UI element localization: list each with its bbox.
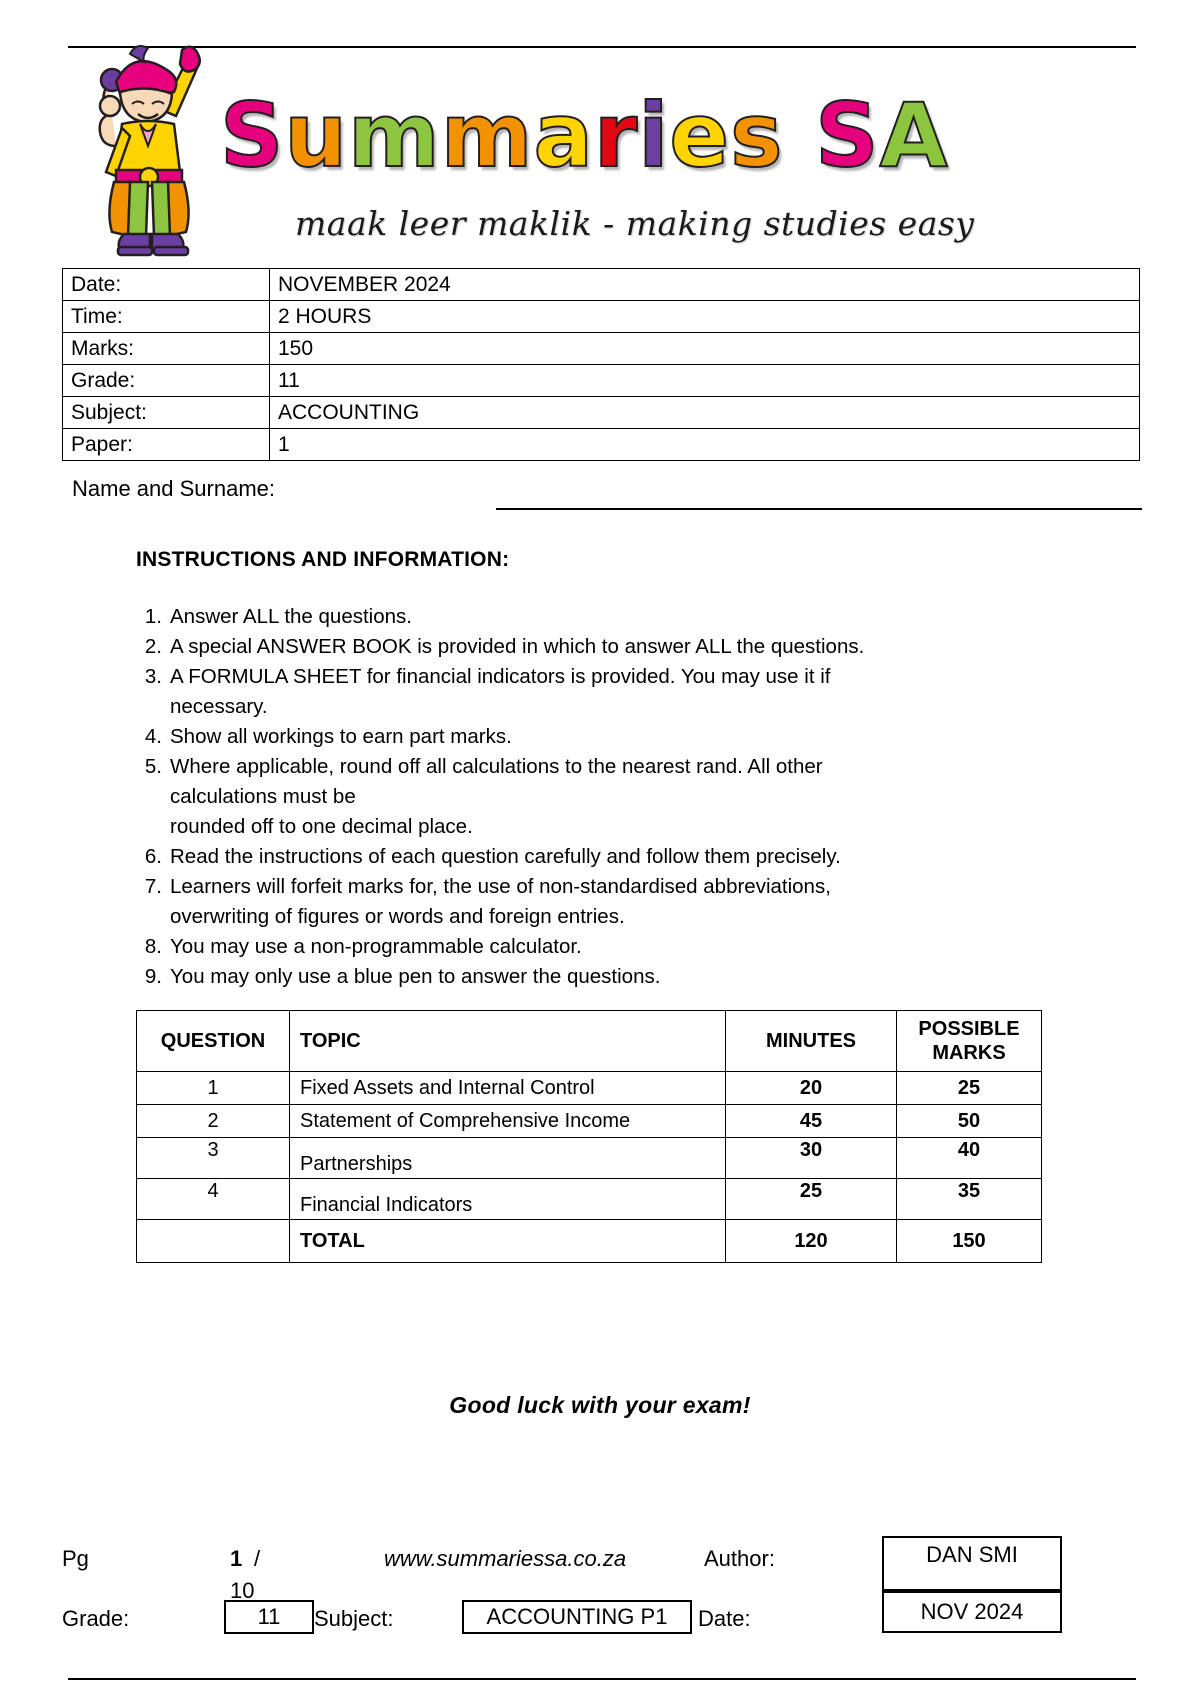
info-value-time: 2 HOURS [270,301,1140,333]
instructions-list [136,602,1036,992]
list-item-text: Answer ALL the questions. [170,605,412,628]
cell-possible-marks: 50 [897,1105,1042,1138]
footer-page-number: 1 [230,1546,243,1571]
brand-wordmark [220,81,1110,201]
info-label-grade: Grade: [63,365,270,397]
table-row-total [137,1220,1042,1263]
page-footer [62,1540,1142,1650]
list-item [136,752,1036,842]
cell-question-number: 1 [137,1072,290,1105]
brand-letter: S [220,84,285,187]
list-item-number: 8. [144,935,162,958]
cell-topic: Fixed Assets and Internal Control [290,1072,726,1105]
cell-question-number: 2 [137,1105,290,1138]
brand-letter: m [440,84,534,187]
column-header-question: QUESTION [137,1011,290,1072]
footer-grade-value-box: 11 [224,1600,314,1634]
cell-minutes: 25 [726,1179,897,1220]
list-item-text: Show all workings to earn part marks. [170,725,512,748]
name-and-surname-label: Name and Surname: [72,476,275,501]
list-item-number: 9. [144,965,162,988]
cell-possible-marks: 25 [897,1072,1042,1105]
cell-total-minutes: 120 [726,1220,897,1263]
column-header-topic: TOPIC [290,1011,726,1072]
info-value-marks: 150 [270,333,1140,365]
cell-topic: Statement of Comprehensive Income [290,1105,726,1138]
info-label-subject: Subject: [63,397,270,429]
footer-author-value-box: DAN SMI [882,1536,1062,1591]
list-item-text: Where applicable, round off all calculations to the nearest rand. All other calculations must be rounded off to one decimal place. [170,755,823,838]
name-and-surname-field [72,476,1132,516]
footer-divider-rule [68,1678,1136,1680]
cell-possible-marks: 40 [897,1138,1042,1179]
mascot-icon [90,32,220,262]
column-header-minutes: MINUTES [726,1011,897,1072]
list-item-number: 2. [144,635,162,658]
brand-letter [784,84,816,187]
table-row [63,333,1140,365]
list-item-text: Read the instructions of each question carefully and follow them precisely. [170,845,841,868]
exam-info-table [62,268,1140,461]
list-item-text: A special ANSWER BOOK is provided in which to answer ALL the questions. [170,635,865,658]
list-item-number: 7. [144,875,162,898]
brand-letter: u [284,84,349,187]
brand-letter: r [593,84,639,187]
question-breakdown-table [136,1010,1042,1263]
list-item [136,932,1036,962]
table-row [63,365,1140,397]
table-row [137,1179,1042,1220]
column-header-possible-marks [897,1011,1042,1072]
question-table-head [137,1011,1042,1072]
table-row [63,269,1140,301]
list-item [136,842,1036,872]
brand-letter: s [730,84,784,187]
list-item-number: 5. [144,755,162,778]
list-item [136,632,1036,662]
cell-topic: Partnerships [290,1138,726,1179]
list-item [136,602,1036,632]
brand-letter: i [638,84,670,187]
info-label-marks: Marks: [63,333,270,365]
footer-subject-value-box: ACCOUNTING P1 [462,1600,692,1634]
list-item [136,872,1036,932]
brand-letter: a [533,84,594,187]
info-label-date: Date: [63,269,270,301]
cell-question-number: 3 [137,1138,290,1179]
cell-total-blank [137,1220,290,1263]
footer-page-slash: / [254,1546,261,1571]
instructions-heading: INSTRUCTIONS AND INFORMATION: [136,548,510,571]
name-and-surname-writing-line[interactable] [496,508,1142,510]
footer-grade-label: Grade: [62,1606,130,1631]
table-row [63,397,1140,429]
brand-letter: m [348,84,441,187]
list-item-number: 3. [144,665,162,688]
info-value-paper: 1 [270,429,1140,461]
cell-total-marks: 150 [897,1220,1042,1263]
footer-subject-label: Subject: [314,1606,394,1631]
list-item [136,962,1036,992]
list-item-number: 4. [144,725,162,748]
info-label-paper: Paper: [63,429,270,461]
cell-minutes: 45 [726,1105,897,1138]
table-row [137,1072,1042,1105]
footer-date-value-box: NOV 2024 [882,1591,1062,1633]
brand-logo [90,26,1110,261]
footer-date-label: Date: [698,1606,751,1631]
exam-info-body [63,269,1140,461]
table-row [63,301,1140,333]
column-header-possible-marks-line1: POSSIBLE [918,1018,1020,1040]
list-item-text: You may use a non-programmable calculator. [170,935,582,958]
closing-message: Good luck with your exam! [449,1392,751,1418]
info-label-time: Time: [63,301,270,333]
cell-total-label: TOTAL [290,1220,726,1263]
list-item-text: A FORMULA SHEET for financial indicators is provided. You may use it if necessary. [170,665,831,718]
list-item-number: 6. [144,845,162,868]
footer-website-url[interactable]: www.summariessa.co.za [384,1546,627,1571]
table-header-row [137,1011,1042,1072]
brand-letter: S [815,84,880,187]
table-row [63,429,1140,461]
info-value-grade: 11 [270,365,1140,397]
cell-possible-marks: 35 [897,1179,1042,1220]
info-value-date: NOVEMBER 2024 [270,269,1140,301]
cell-minutes: 20 [726,1072,897,1105]
brand-tagline: maak leer maklik - making studies easy [295,204,975,243]
list-item-number: 1. [144,605,162,628]
list-item [136,722,1036,752]
table-row [137,1105,1042,1138]
cell-question-number: 4 [137,1179,290,1220]
list-item-text: Learners will forfeit marks for, the use of non-standardised abbreviations, overwriting of figures or words and foreign entries. [170,875,831,928]
footer-author-label: Author: [704,1546,775,1571]
table-row [137,1138,1042,1179]
cell-topic: Financial Indicators [290,1179,726,1220]
cell-minutes: 30 [726,1138,897,1179]
question-table-body [137,1072,1042,1263]
list-item-text: You may only use a blue pen to answer the questions. [170,965,661,988]
footer-page-total: 10 [230,1578,255,1603]
info-value-subject: ACCOUNTING [270,397,1140,429]
list-item [136,662,1036,722]
footer-page-label: Pg [62,1546,89,1571]
brand-letter: e [669,84,731,187]
brand-letter: A [879,84,949,187]
column-header-possible-marks-line2: MARKS [932,1042,1006,1064]
